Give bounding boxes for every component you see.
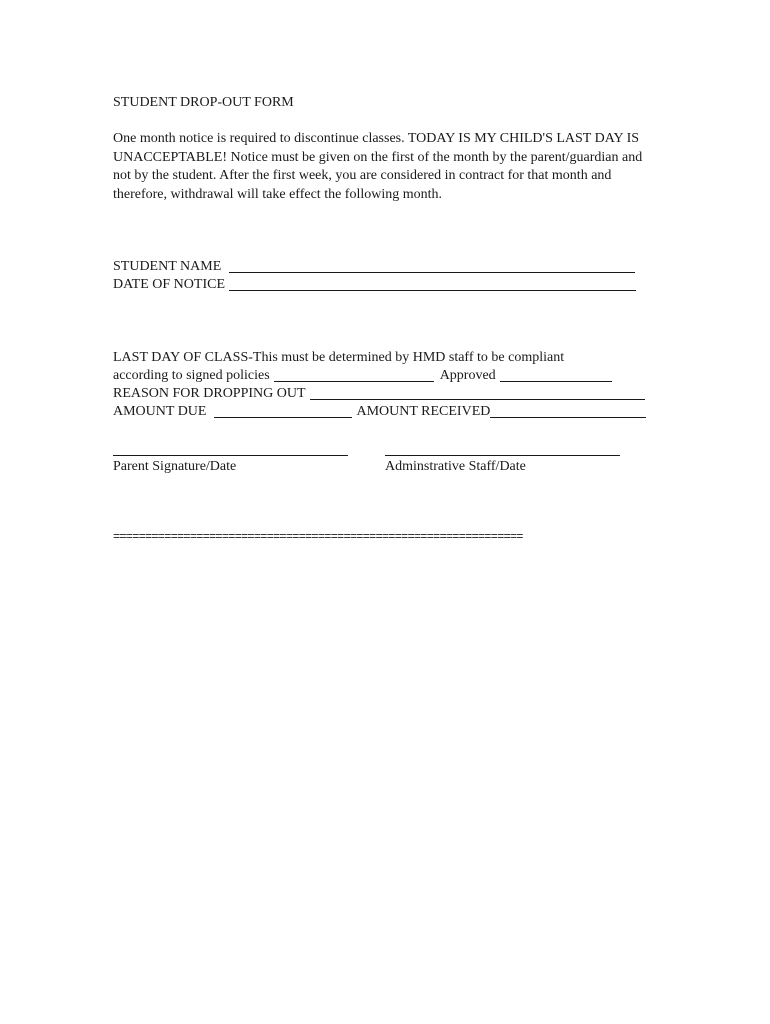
form-title: STUDENT DROP-OUT FORM bbox=[113, 95, 294, 110]
parent-signature-line[interactable] bbox=[113, 455, 348, 456]
date-of-notice-row bbox=[113, 276, 636, 294]
amounts-row bbox=[113, 403, 646, 421]
amount-received-field[interactable] bbox=[490, 403, 646, 418]
student-name-field[interactable] bbox=[229, 258, 635, 273]
parent-signature-label: Parent Signature/Date bbox=[113, 459, 237, 474]
notice-paragraph: One month notice is required to discontinue classes. TODAY IS MY CHILD'S LAST DAY IS UNACCEPTABLE! Notice must be given on the first of the month by the parent/guardian and not by the student. After the first week, you are considered in contract for that month and therefore, withdrawal will take effect the following month. bbox=[113, 131, 643, 202]
staff-signature-label: Adminstrative Staff/Date bbox=[385, 459, 526, 474]
policies-row bbox=[113, 367, 612, 385]
student-name-row bbox=[113, 258, 635, 276]
last-day-label: LAST DAY OF CLASS-This must be determined by HMD staff to be compliant bbox=[113, 350, 565, 365]
amount-due-field[interactable] bbox=[214, 403, 352, 418]
student-name-label: STUDENT NAME bbox=[113, 259, 222, 274]
approved-label: Approved bbox=[439, 368, 496, 383]
staff-signature-line[interactable] bbox=[385, 455, 620, 456]
approved-field[interactable] bbox=[500, 367, 612, 382]
policies-label: according to signed policies bbox=[113, 368, 270, 383]
last-day-field[interactable] bbox=[274, 367, 434, 382]
date-of-notice-label: DATE OF NOTICE bbox=[113, 277, 225, 292]
amount-received-label: AMOUNT RECEIVED bbox=[356, 404, 491, 419]
amount-due-label: AMOUNT DUE bbox=[113, 404, 207, 419]
reason-row bbox=[113, 385, 645, 403]
reason-label: REASON FOR DROPPING OUT bbox=[113, 386, 306, 401]
separator-line: ================================================================ bbox=[113, 530, 523, 544]
reason-field[interactable] bbox=[310, 385, 645, 400]
date-of-notice-field[interactable] bbox=[229, 276, 636, 291]
